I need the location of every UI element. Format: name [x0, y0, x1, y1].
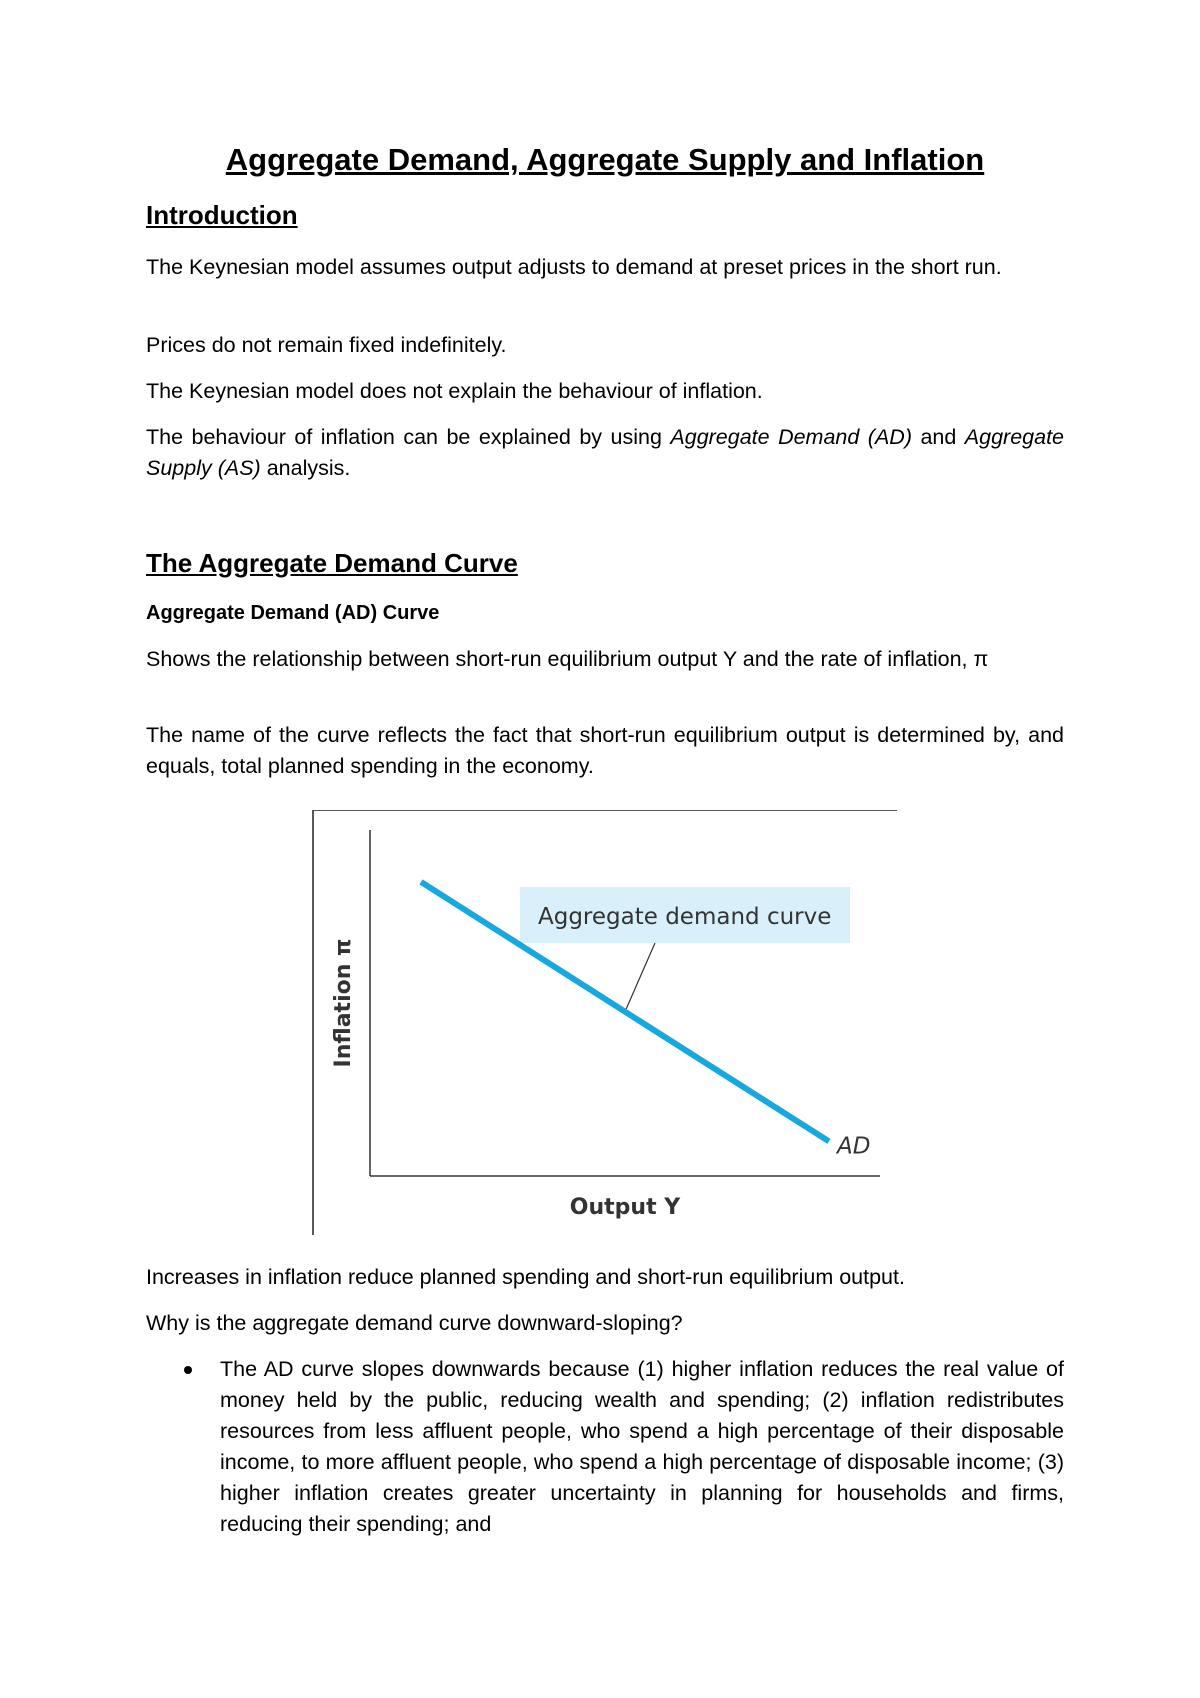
intro-paragraph-2: Prices do not remain fixed indefinitely.: [146, 333, 507, 357]
ad-chart: [312, 810, 897, 1235]
after-chart-paragraph-1: Increases in inflation reduce planned spending and short-run equilibrium output.: [146, 1265, 905, 1289]
ad-paragraph-2: The name of the curve reflects the fact that short-run equilibrium output is determined by, and equals, total planned spending in the economy.: [146, 723, 1064, 778]
ad-section-heading: The Aggregate Demand Curve: [146, 548, 518, 578]
after-chart-paragraph-2: Why is the aggregate demand curve downward-sloping?: [146, 1311, 683, 1335]
page-title: Aggregate Demand, Aggregate Supply and Inflation: [225, 142, 985, 177]
as-term: Aggregate Supply (AS): [146, 425, 1064, 480]
ad-term: Aggregate Demand (AD): [670, 425, 912, 449]
y-axis-label: Inflation π: [331, 938, 356, 1068]
x-axis-label: Output Y: [569, 1195, 681, 1220]
intro-paragraph-3: The Keynesian model does not explain the behaviour of inflation.: [146, 379, 763, 403]
series-label-ad: AD: [837, 1133, 871, 1160]
ad-subheading: Aggregate Demand (AD) Curve: [146, 602, 440, 624]
annotation-text: Aggregate demand curve: [538, 904, 832, 930]
intro-paragraph-4: The behaviour of inflation can be explained by using Aggregate Demand (AD) and Aggregate Supply (AS) analysis.: [146, 425, 1064, 480]
intro-heading: Introduction: [146, 200, 298, 230]
ad-paragraph-1: Shows the relationship between short-run equilibrium output Y and the rate of inflation, π: [146, 647, 989, 671]
annotation-leader-line: [625, 943, 655, 1012]
bullet-list: [146, 1354, 1064, 1540]
bullet-dot-icon: [184, 1366, 192, 1374]
intro-paragraph-1: The Keynesian model assumes output adjusts to demand at preset prices in the short run.: [146, 255, 1002, 279]
list-item: The AD curve slopes downwards because (1) higher inflation reduces the real value of money held by the public, reducing wealth and spending; (2) inflation redistributes resources from less affluent people, who spend a high percentage of their disposable income, to more affluent people, who spend a high percentage of disposable income; (3) higher inflation creates greater uncertainty in planning for households and firms, reducing their spending; and: [146, 1354, 1064, 1540]
